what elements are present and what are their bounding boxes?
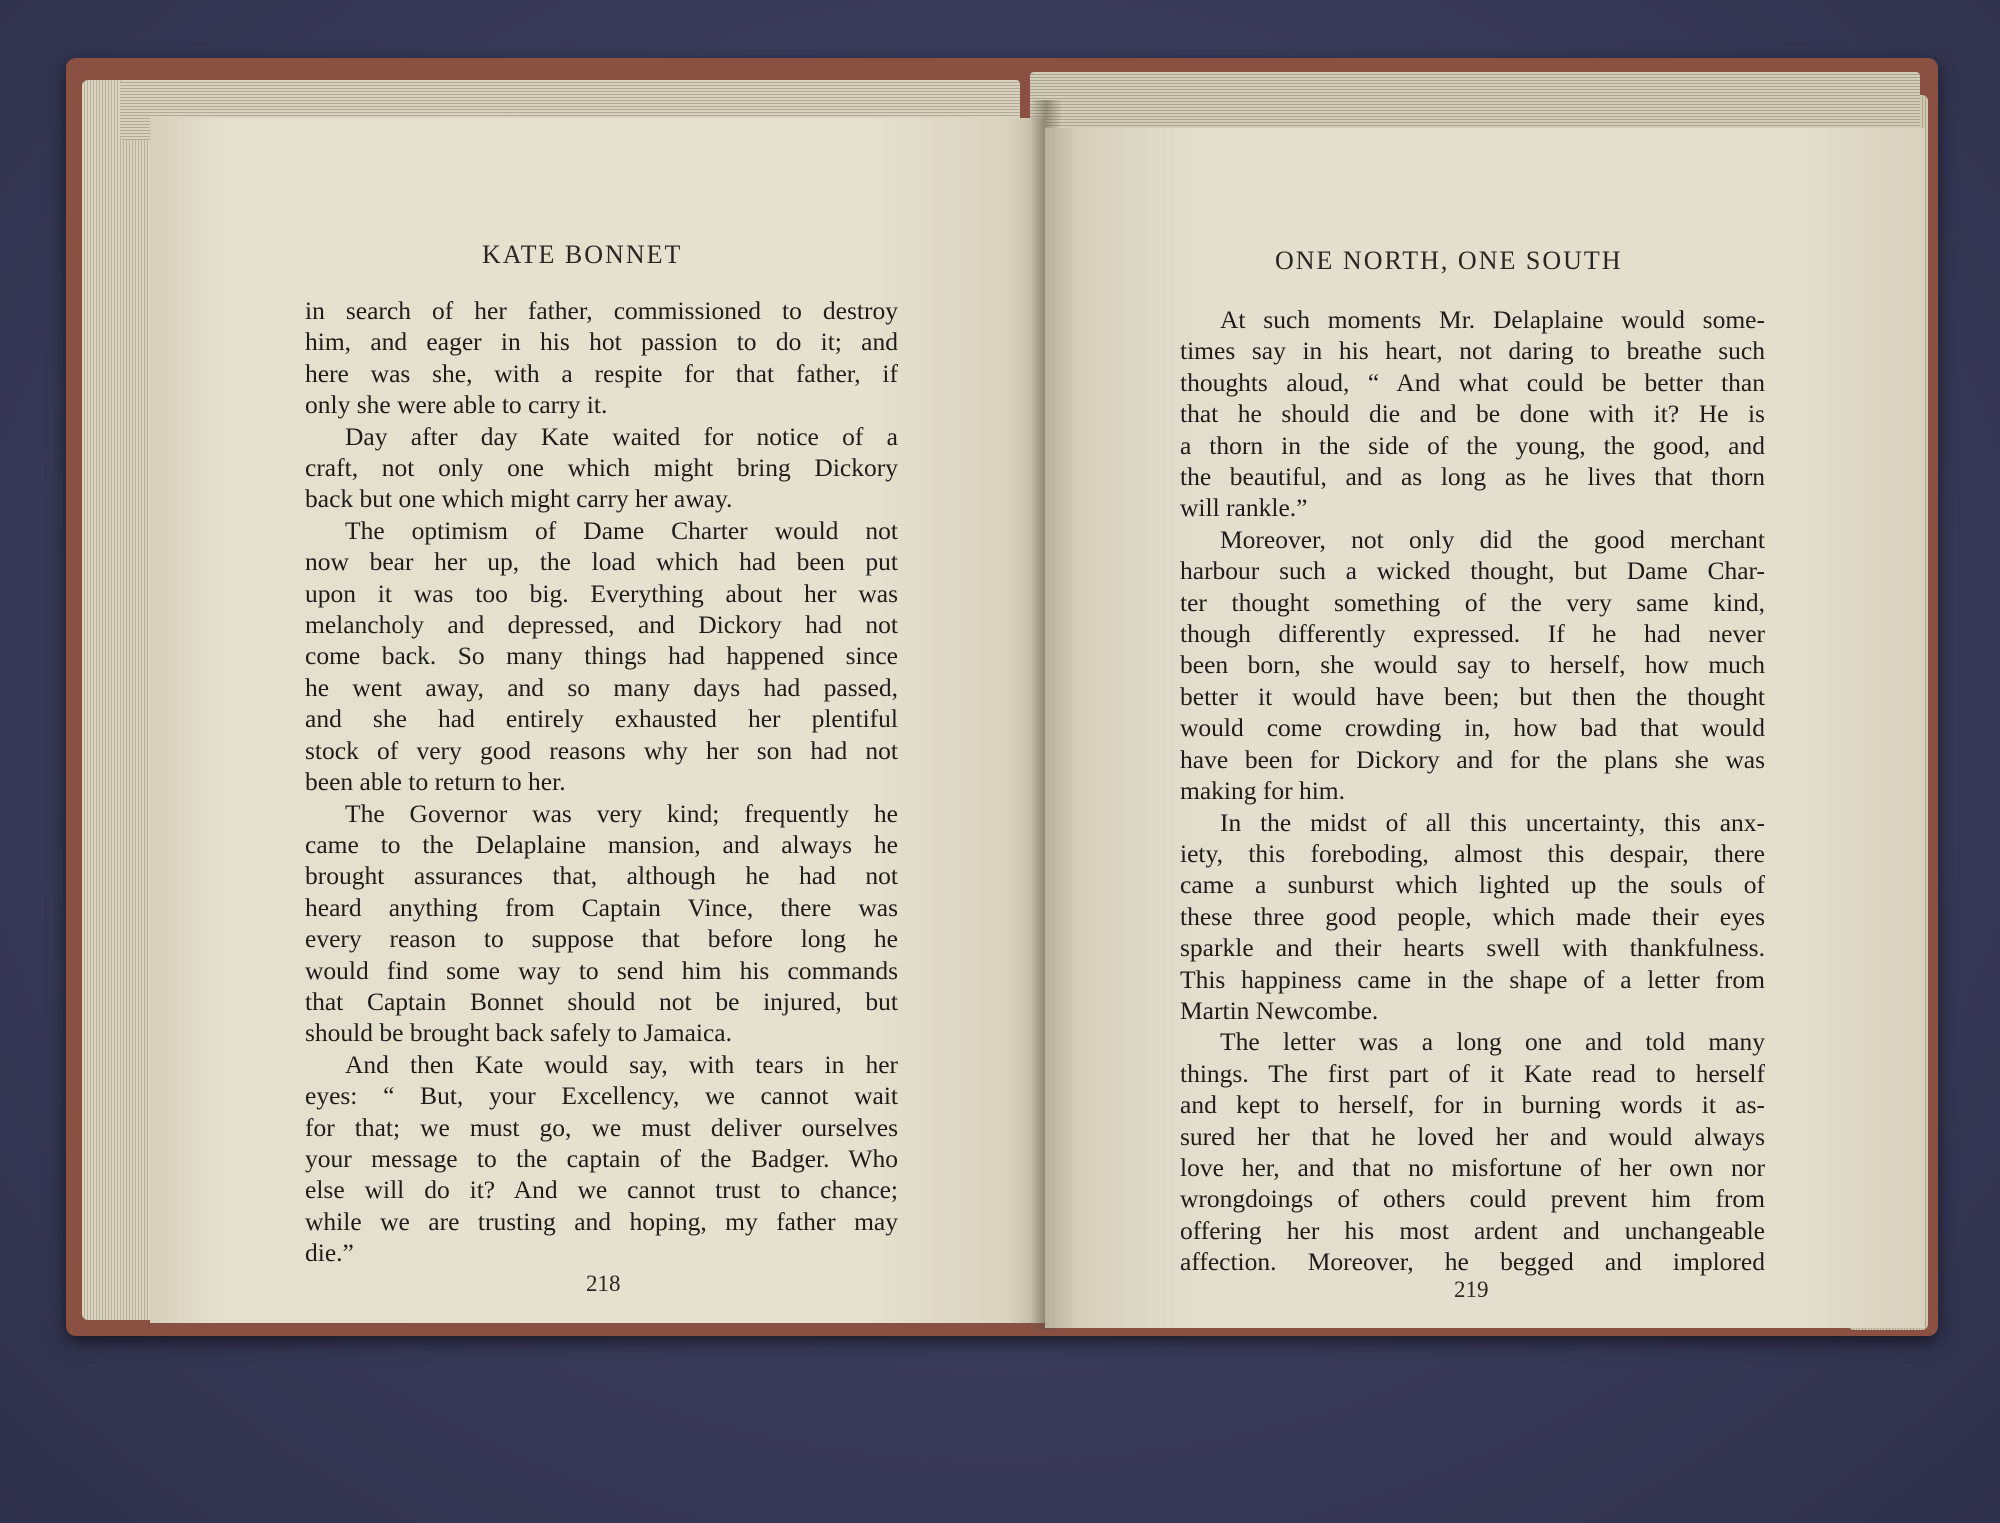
text-line: would come crowding in, how bad that would (1180, 713, 1765, 743)
text-line: will rankle.” (1180, 493, 1308, 523)
text-line: At such moments Mr. Delaplaine would some- (1220, 305, 1765, 334)
text-line: though differently expressed. If he had never (1180, 619, 1765, 649)
text-line: while we are trusting and hoping, my father may (305, 1206, 898, 1236)
left-page-number: 218 (586, 1271, 621, 1296)
text-line: sured her that he loved her and would always (1180, 1121, 1765, 1151)
right-page (1045, 128, 1925, 1328)
text-line: back but one which might carry her away. (305, 484, 733, 514)
text-line: come back. So many things had happened since (305, 641, 898, 671)
left-page (150, 118, 1045, 1323)
text-line: that he should die and be done with it? He is (1180, 399, 1765, 429)
left-body-text (305, 295, 898, 1269)
text-line: in search of her father, commissioned to destroy (305, 296, 898, 325)
text-line: for that; we must go, we must deliver ourselves (305, 1112, 898, 1142)
text-line: In the midst of all this uncertainty, this anx- (1220, 807, 1765, 837)
text-line: only she were able to carry it. (305, 390, 608, 420)
text-line: thoughts aloud, “ And what could be better than (1180, 367, 1765, 397)
text-line: stock of very good reasons why her son had not (305, 735, 898, 765)
text-line: the beautiful, and as long as he lives that thorn (1180, 462, 1765, 492)
text-line: harbour such a wicked thought, but Dame Char- (1180, 556, 1765, 586)
right-body-text (1180, 304, 1765, 1278)
text-line: have been for Dickory and for the plans she was (1180, 744, 1765, 774)
text-line: This happiness came in the shape of a letter from (1180, 964, 1765, 994)
text-line: making for him. (1180, 776, 1346, 806)
text-line: The optimism of Dame Charter would not (345, 515, 898, 545)
text-line: eyes: “ But, your Excellency, we cannot wait (305, 1081, 898, 1111)
right-page-number: 219 (1454, 1277, 1489, 1302)
text-line: been born, she would say to herself, how much (1180, 650, 1765, 680)
text-line: and she had entirely exhausted her plentiful (305, 704, 898, 734)
text-line: every reason to suppose that before long he (305, 924, 898, 954)
text-line: wrongdoings of others could prevent him from (1180, 1184, 1765, 1214)
text-line: that Captain Bonnet should not be injured, but (305, 986, 898, 1016)
text-line: Moreover, not only did the good merchant (1220, 524, 1765, 554)
text-line: Martin Newcombe. (1180, 995, 1379, 1025)
text-line: he went away, and so many days had passed, (305, 672, 898, 702)
text-line: been able to return to her. (305, 767, 566, 797)
text-line: iety, this foreboding, almost this despair, there (1180, 838, 1765, 868)
text-line: him, and eager in his hot passion to do it; and (305, 327, 898, 357)
text-line: now bear her up, the load which had been put (305, 547, 898, 577)
text-line: and kept to herself, for in burning words it as- (1180, 1090, 1765, 1120)
text-line: The letter was a long one and told many (1220, 1027, 1765, 1057)
text-line: things. The first part of it Kate read to herself (1180, 1058, 1765, 1088)
text-line: should be brought back safely to Jamaica. (305, 1018, 733, 1048)
text-line: here was she, with a respite for that father, if (305, 358, 898, 388)
text-line: craft, not only one which might bring Dickory (305, 453, 898, 483)
text-line: else will do it? And we cannot trust to chance; (305, 1175, 898, 1205)
text-line: a thorn in the side of the young, the good, and (1180, 430, 1765, 460)
text-line: ter thought something of the very same kind, (1180, 587, 1765, 617)
text-line: sparkle and their hearts swell with thankfulness. (1180, 933, 1765, 963)
text-line: came to the Delaplaine mansion, and always he (305, 829, 898, 859)
text-line: offering her his most ardent and unchangeable (1180, 1215, 1765, 1245)
right-running-head: ONE NORTH, ONE SOUTH (1275, 246, 1623, 275)
text-line: upon it was too big. Everything about her was (305, 578, 898, 608)
text-line: melancholy and depressed, and Dickory had not (305, 610, 898, 640)
text-line: heard anything from Captain Vince, there was (305, 892, 898, 922)
text-line: And then Kate would say, with tears in her (345, 1049, 898, 1079)
text-line: came a sunburst which lighted up the souls of (1180, 870, 1765, 900)
text-line: better it would have been; but then the thought (1180, 681, 1765, 711)
text-line: times say in his heart, not daring to breathe such (1180, 336, 1765, 366)
text-line: die.” (305, 1238, 354, 1268)
text-line: love her, and that no misfortune of her own nor (1180, 1152, 1765, 1182)
text-line: your message to the captain of the Badger. Who (305, 1143, 898, 1173)
left-running-head: KATE BONNET (482, 240, 683, 269)
text-line: The Governor was very kind; frequently he (345, 798, 898, 828)
text-line: affection. Moreover, he begged and implored (1180, 1247, 1765, 1277)
text-line: these three good people, which made their eyes (1180, 901, 1765, 931)
text-line: Day after day Kate waited for notice of a (345, 421, 898, 451)
text-line: brought assurances that, although he had not (305, 861, 898, 891)
text-line: would find some way to send him his commands (305, 955, 898, 985)
